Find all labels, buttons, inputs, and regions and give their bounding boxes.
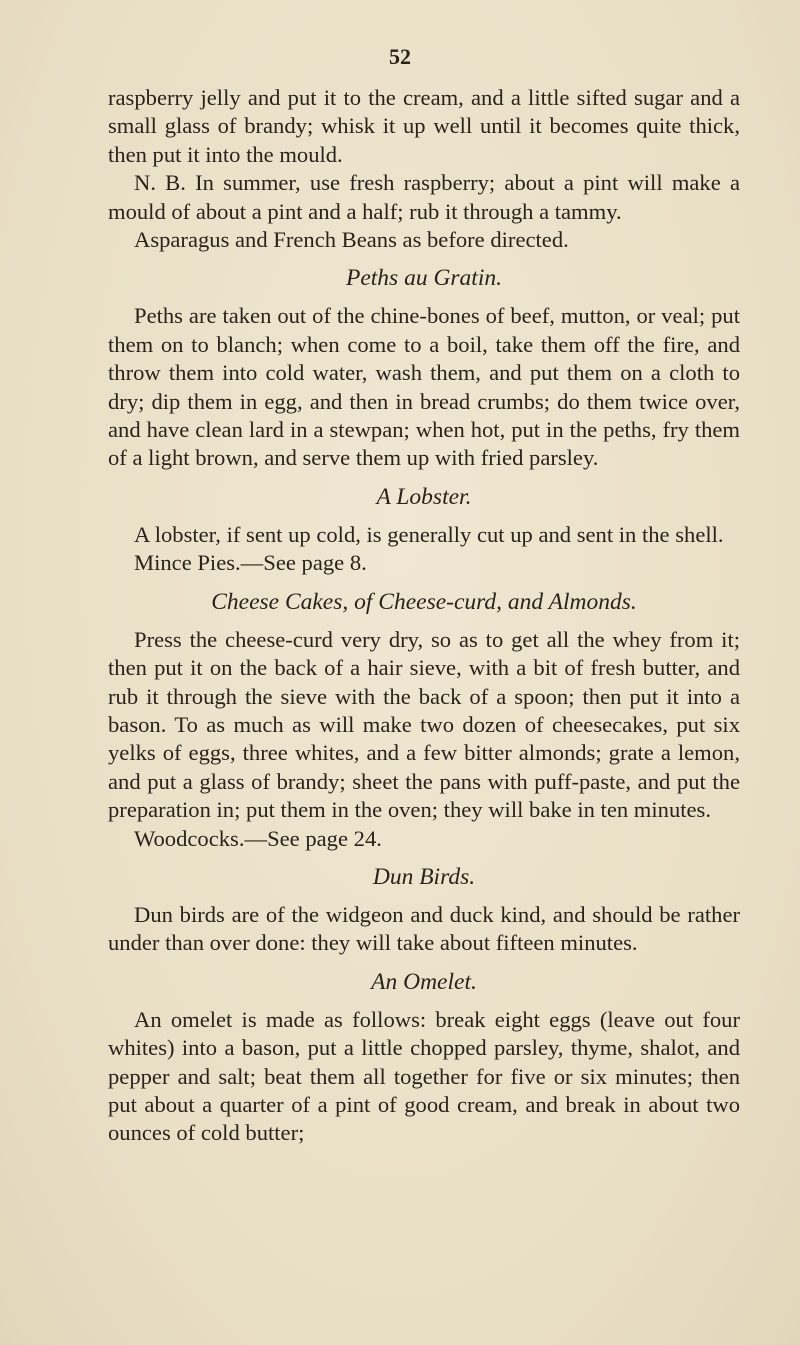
- paragraph-mince-pies: Mince Pies.—See page 8.: [134, 550, 367, 576]
- page-body: [108, 84, 740, 1148]
- paragraph-lobster: A lobster, if sent up cold, is generally cut up and sent in the shell.: [134, 521, 724, 547]
- heading-dun-birds: Dun Birds.: [372, 863, 476, 890]
- paragraph-nb-note: N. B. In summer, use fresh raspberry; about a pint will make a mould of about a pint and a half; rub it through a tammy.: [108, 170, 740, 224]
- paragraph-asparagus: Asparagus and French Beans as before directed.: [134, 227, 569, 253]
- paragraph-dun-birds: Dun birds are of the widgeon and duck kind, and should be rather under than over done: they will take about fifteen minutes.: [108, 901, 740, 956]
- paragraph-cheese-cakes: Press the cheese-curd very dry, so as to get all the whey from it; then put it on the back of a hair sieve, with a bit of fresh butter, and rub it through the sieve with the back of a spoon; then put it into a bason. To as much as will make two dozen of cheesecakes, put six yelks of eggs, three whites, and a few bitter almonds; grate a lemon, and put a glass of brandy; sheet the pans with puff-paste, and put the preparation in; put them in the oven; they will bake in ten minutes.: [108, 626, 740, 823]
- heading-an-omelet: An Omelet.: [371, 968, 477, 995]
- paragraph-omelet: An omelet is made as follows: break eight eggs (leave out four whites) into a bason, put a little chopped parsley, thyme, shalot, and pepper and salt; beat them all together for five or six minutes; then put about a quarter of a pint of good cream, and break in about two ounces of cold butter;: [108, 1006, 740, 1146]
- page-number: 52: [389, 44, 411, 69]
- paragraph-woodcocks: Woodcocks.—See page 24.: [134, 825, 382, 851]
- heading-a-lobster: A Lobster.: [376, 483, 472, 510]
- paragraph-peths: Peths are taken out of the chine-bones of beef, mutton, or veal; put them on to blanch; when come to a boil, take them off the fire, and throw them into cold water, wash them, and put them on a cloth to dry; dip them in egg, and then in bread crumbs; do them twice over, and have clean lard in a stewpan; when hot, put in the peths, fry them of a light brown, and serve them up with fried parsley.: [108, 303, 740, 471]
- paragraph-raspberry: raspberry jelly and put it to the cream, and a little sifted sugar and a small glass of brandy; whisk it up well until it becomes quite thick, then put it into the mould.: [108, 85, 740, 167]
- heading-peths-au-gratin: Peths au Gratin.: [345, 265, 502, 292]
- heading-cheese-cakes: Cheese Cakes, of Cheese-curd, and Almonds.: [211, 588, 637, 615]
